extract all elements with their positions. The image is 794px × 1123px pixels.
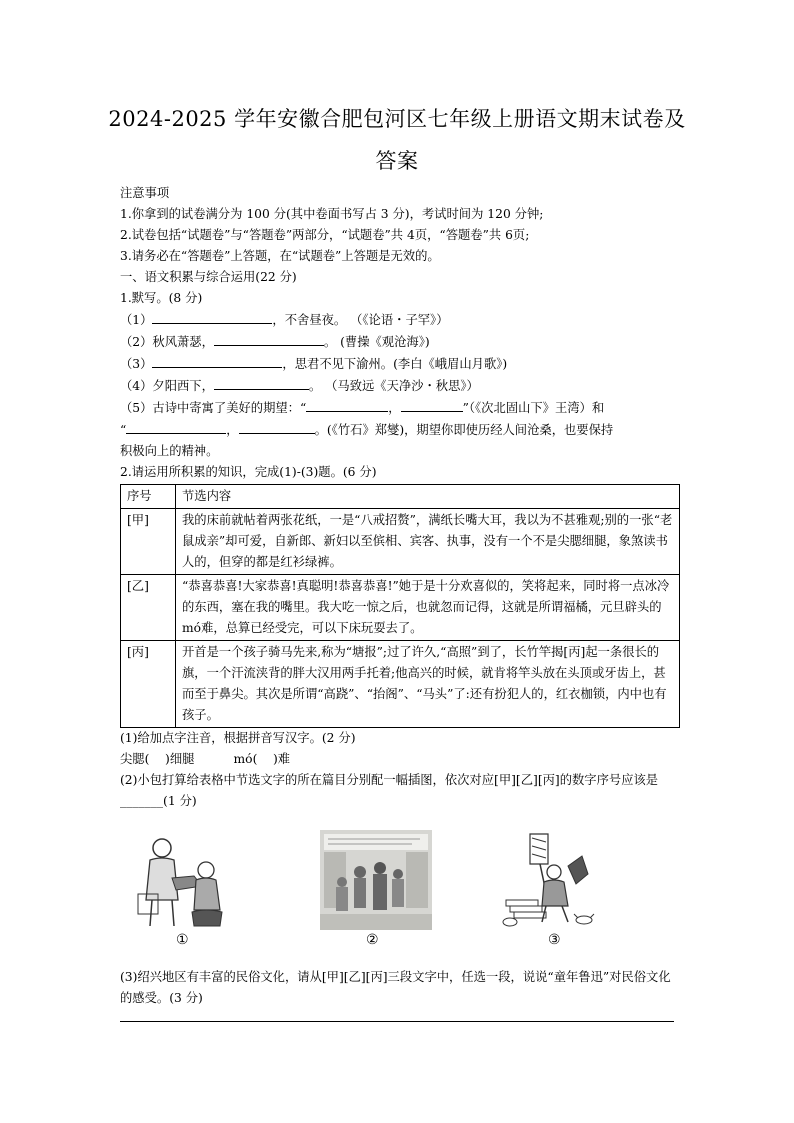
row-text: “恭喜恭喜!大家恭喜!真聪明!恭喜恭喜!”她于是十分欢喜似的，笑将起来，同时将一点冰冷的东西，塞在我的嘴里。我大吃一惊之后，也就忽而记得，这就是所谓福橘，元旦辟头的 mó难，总算已经受完，可以下床玩耍去了。 (176, 575, 680, 641)
q1-l4-pre: （4）夕阳西下， (120, 379, 214, 393)
q1-l3-pre: （3） (120, 357, 153, 371)
illustrations (120, 812, 680, 967)
note-item-1: 1.你拿到的试卷满分为 100 分(其中卷面书写占 3 分)，考试时间为 120 分钟; (120, 207, 544, 221)
q1-l1-pre: （1） (120, 313, 153, 327)
table-header-row (121, 485, 680, 509)
q1-l6-post: 。(《竹石》郑燮)，期望你即使历经人间沧桑，也要保持 (314, 423, 614, 437)
answer-blank[interactable] (239, 419, 315, 434)
answer-blank[interactable] (152, 353, 282, 368)
exam-title-line1: 2024-2025 学年安徽合肥包河区七年级上册语文期末试卷及 (108, 107, 686, 131)
q2-sub2: (2)小包打算给表格中节选文字的所在篇目分别配一幅插图，依次对应[甲][乙][丙]的数字序号应该是_______(1 分) (120, 773, 659, 808)
exam-content (120, 183, 680, 1009)
answer-blank[interactable] (401, 397, 463, 412)
q2-heading: 2.请运用所积累的知识，完成(1)-(3)题。(6 分) (120, 465, 377, 479)
header-number: 序号 (121, 485, 176, 509)
q2-sub1: (1)给加点字注音，根据拼音写汉字。(2 分) (120, 731, 356, 745)
q1-l3-post: ，思君不见下渝州。(李白《峨眉山月歌》) (282, 357, 508, 371)
illustration-1 (132, 830, 232, 930)
answer-blank[interactable] (126, 419, 226, 434)
table-row (121, 575, 680, 641)
note-item-3: 3.请务必在“答题卷”上答题，在“试题卷”上答题是无效的。 (120, 249, 440, 263)
answer-blank[interactable] (214, 331, 324, 346)
answer-blank[interactable] (214, 375, 309, 390)
q1-line-7: 积极向上的精神。 (120, 444, 219, 458)
q1-l5-pre: （5）古诗中寄寓了美好的期望：“ (120, 401, 307, 415)
q1-line-3 (120, 353, 680, 375)
q1-line-6 (120, 419, 680, 441)
q1-l6-pre: “ (120, 423, 127, 437)
q2-sub3: (3)绍兴地区有丰富的民俗文化，请从[甲][乙][丙]三段文字中，任选一段，说说“童年鲁迅”对民俗文化的感受。(3 分) (120, 970, 671, 1005)
q1-heading: 1.默写。(8 分) (120, 291, 203, 305)
q2-sub1-line: 尖腮( )细腿 mó( )难 (120, 752, 291, 766)
table-row (121, 641, 680, 728)
q1-l4-post: 。 （马致远《天净沙・秋思》） (308, 379, 479, 393)
notes-heading: 注意事项 (120, 186, 170, 200)
q1-l6-mid: ， (226, 423, 239, 437)
table-row (121, 509, 680, 575)
header-content: 节选内容 (176, 485, 680, 509)
row-label: [甲] (121, 509, 176, 575)
row-text: 开首是一个孩子骑马先来,称为“塘报”;过了许久,“高照”到了，长竹竿揭[丙]起一条很长的旗，一个汗流浃背的胖大汉用两手托着;他高兴的时候，就肯将竿头放在头顶或牙齿上，甚而至于鼻尖。其次是所谓“高跷”、“抬阁”、“马头”了:还有扮犯人的，红衣枷锁，内中也有孩子。 (176, 641, 680, 728)
q1-l5-post: ”（《次北固山下》王湾）和 (462, 401, 605, 415)
row-text: 我的床前就帖着两张花纸，一是“八戒招赘”，满纸长嘴大耳，我以为不甚雅观;别的一张“老鼠成亲”却可爱，自新郎、新妇以至傧相、宾客、执事，没有一个不是尖腮细腿，象煞读书人的，但穿的都是红衫绿裤。 (176, 509, 680, 575)
excerpt-table (120, 484, 680, 728)
illustration-label-3: ③ (548, 932, 561, 948)
q1-l2-post: 。 (曹操《观沧海》) (323, 335, 430, 349)
q1-line-1 (120, 309, 680, 331)
q1-line-5 (120, 397, 680, 419)
section-heading: 一、语文积累与综合运用(22 分) (120, 270, 297, 284)
note-item-2: 2.试卷包括“试题卷”与“答题卷”两部分，“试题卷”共 4页，“答题卷”共 6页; (120, 228, 530, 242)
q1-line-2 (120, 331, 680, 353)
illustration-label-2: ② (366, 932, 379, 948)
row-label: [丙] (121, 641, 176, 728)
illustration-3 (498, 830, 598, 930)
q1-line-4 (120, 375, 680, 397)
illustration-2 (320, 830, 432, 930)
answer-line[interactable] (120, 1021, 674, 1022)
row-label: [乙] (121, 575, 176, 641)
answer-blank[interactable] (306, 397, 388, 412)
exam-title-line2: 答案 (375, 149, 419, 173)
q1-l2-pre: （2）秋风萧瑟， (120, 335, 214, 349)
q1-l1-post: ，不舍昼夜。 （《论语・子罕》） (272, 313, 449, 327)
illustration-label-1: ① (176, 932, 189, 948)
answer-blank[interactable] (152, 309, 272, 324)
q1-l5-mid: ， (388, 401, 401, 415)
